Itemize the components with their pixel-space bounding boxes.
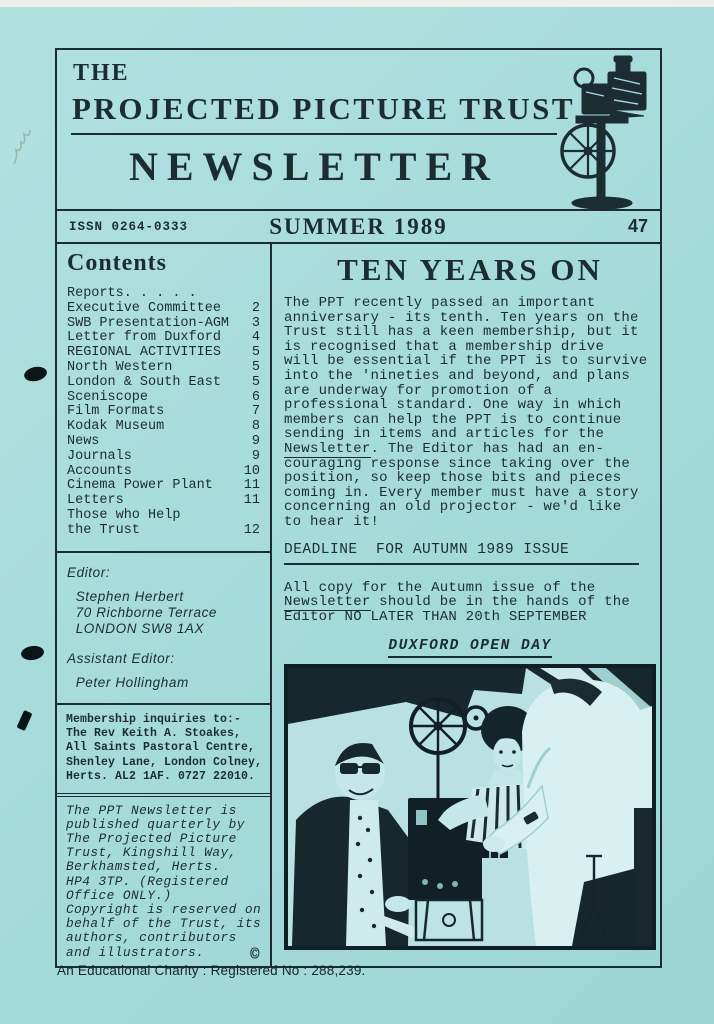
masthead-the: THE <box>73 60 130 86</box>
contents-item: News 9 <box>67 433 260 449</box>
ink-blot-mark <box>20 644 45 661</box>
right-column <box>272 244 666 966</box>
imprint-text: The PPT Newsletter is published quarterly by The Projected Picture Trust, Kingshill Way, Berkhamsted, Herts. HP4 3TP. (Registered Office ONLY.) Copyright is reserved on behalf of the Trust, its authors, contributors and illustrators. <box>66 802 262 960</box>
contents-item: Letter from Duxford 4 <box>67 330 260 346</box>
contents-item: North Western 5 <box>67 359 260 375</box>
issue-number: 47 <box>627 216 648 236</box>
pencil-scribble-mark <box>8 126 36 168</box>
contents-item: Sceniscope 6 <box>67 389 260 405</box>
issn-number: ISSN 0264-0333 <box>69 219 189 234</box>
article-body: The PPT recently passed an important anniversary - its tenth. Ten years on the Trust still has a keen membership, but it is recognised that a membership drive will be essential if the PPT is to survive into the 'nineties and beyond, and plans are underway for promotion of a professional standard. One way in which members can help the PPT is to continue sending in items and articles for the Newsletter. The Editor has had an en- couraging response since taking over the position, so keep those bits and pieces coming in. Every member must have a story concerning an old projector - we'd like to hear it! <box>284 295 648 530</box>
membership-panel: Membership inquiries to:- The Rev Keith A. Stoakes, All Saints Pastoral Centre, Shenley Lane, London Colney, Herts. AL2 1AF. 0727 22010. <box>57 705 270 797</box>
left-column <box>57 244 272 966</box>
masthead-newsletter: NEWSLETTER <box>128 144 500 189</box>
contents-item: Accounts 10 <box>67 463 260 479</box>
contents-item: the Trust 12 <box>67 522 260 538</box>
contents-item: Those who Help <box>67 507 181 523</box>
duxford-photo <box>284 664 656 950</box>
contents-item: Film Formats 7 <box>67 404 260 420</box>
editor-label: Editor: <box>67 564 111 580</box>
contents-section <box>57 244 270 553</box>
content-columns <box>55 244 662 968</box>
editor-address: Stephen Herbert 70 Richborne Terrace LONDON SW8 1AX <box>67 588 218 636</box>
contents-item: REGIONAL ACTIVITIES 5 <box>67 345 260 361</box>
copyright-symbol: © <box>249 945 260 964</box>
issue-season: SUMMER 1989 <box>269 213 448 239</box>
assistant-editor-name: Peter Hollingham <box>67 674 189 690</box>
page-frame <box>55 48 662 968</box>
film-projector-icon <box>554 54 654 212</box>
article-title: TEN YEARS ON <box>337 252 603 287</box>
masthead-title: PROJECTED PICTURE TRUST <box>71 91 557 135</box>
contents-item: Kodak Museum 8 <box>67 419 260 435</box>
ink-blot-mark <box>23 365 48 383</box>
assistant-editor-label: Assistant Editor: <box>67 650 175 666</box>
contents-item: Executive Committee 2 <box>67 300 260 316</box>
ink-dash-mark <box>17 710 33 731</box>
contents-list <box>67 287 260 539</box>
masthead <box>55 48 662 211</box>
photo-caption: DUXFORD OPEN DAY <box>284 638 656 654</box>
photo-dark-edge <box>634 808 652 946</box>
photo-illustration <box>288 668 652 946</box>
contents-item: Cinema Power Plant 11 <box>67 478 260 494</box>
contents-heading: Contents <box>67 250 168 276</box>
editor-panel <box>57 553 270 705</box>
deadline-heading: DEADLINE FOR AUTUMN 1989 ISSUE <box>284 541 570 558</box>
contents-item: London & South East 5 <box>67 374 260 390</box>
imprint-panel <box>57 797 270 966</box>
deadline-rule <box>284 563 639 565</box>
charity-footer: An Educational Charity : Registered No : 288,239. <box>57 963 366 978</box>
copy-deadline-paragraph: All copy for the Autumn issue of the Newsletter should be in the hands of the Editor NO LATER THAN 20th SEPTEMBER <box>284 579 631 625</box>
issue-bar <box>55 211 662 244</box>
contents-item: SWB Presentation-AGM 3 <box>67 315 260 331</box>
contents-item: Reports. . . . . <box>67 286 197 301</box>
contents-item: Letters 11 <box>67 493 260 509</box>
contents-item: Journals 9 <box>67 448 260 464</box>
scan-edge-strip <box>0 0 714 7</box>
